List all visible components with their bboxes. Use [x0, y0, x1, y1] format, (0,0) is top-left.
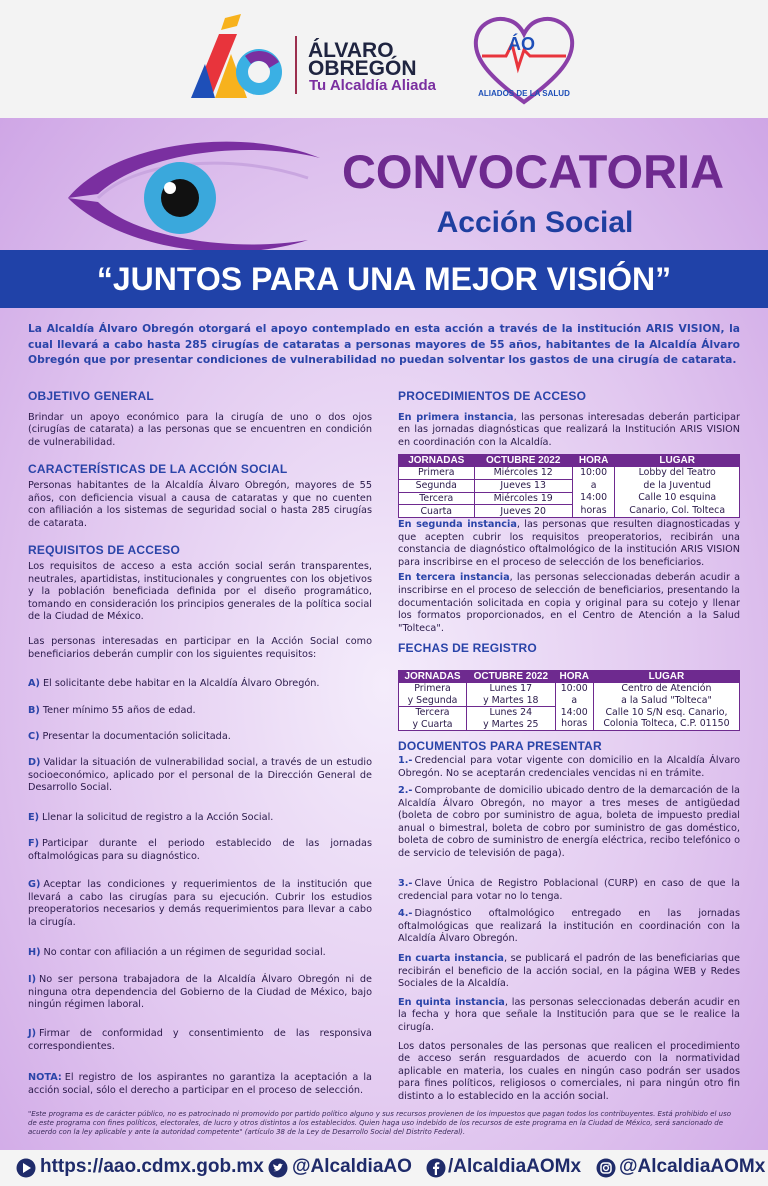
requisito-item	[28, 879, 372, 929]
right-column	[398, 390, 740, 449]
th-hora: HORA	[555, 671, 593, 683]
requisito-item	[28, 731, 372, 744]
primera-label: En primera instancia	[398, 411, 514, 423]
requisito-key: B)	[28, 705, 40, 716]
jornadas-table	[398, 454, 740, 518]
twitter-icon	[268, 1158, 288, 1178]
aliados-de-la-salud-logo	[468, 10, 580, 108]
requisito-item	[28, 838, 372, 863]
requisito-item	[28, 812, 372, 825]
partner-logo-text: ALIADOS DE LA SALUD	[478, 89, 570, 98]
requisitos-intro: Las personas interesadas en participar en la Acción Social como beneficiarios deberán cumplir con los siguientes requisitos:	[28, 635, 372, 660]
quinta-instancia	[398, 997, 740, 1035]
requisito-key: F)	[28, 838, 40, 849]
right-column-mid	[398, 519, 740, 655]
requisito-text: El solicitante debe habitar en la Alcaldía Álvaro Obregón.	[42, 678, 320, 689]
requisito-key: A)	[28, 678, 40, 689]
nota-label: NOTA:	[28, 1072, 62, 1083]
tercera-text: , las personas seleccionadas deberán acudir a inscribirse en el proceso de selección de beneficiarios, presentando la documentación solicitada en copia y original para su cotejo y llenar los formatos proporcionados, en el Centro de Atención a la Salud "Tolteca".	[398, 572, 741, 634]
alcaldia-ao-logo	[185, 14, 285, 100]
th-lugar: LUGAR	[615, 455, 740, 467]
requisito-text: Firmar de conformidad y consentimiento de las responsiva correspondientes.	[28, 1028, 372, 1052]
intro-paragraph: La Alcaldía Álvaro Obregón otorgará el apoyo contemplado en esta acción a través de la institución ARIS VISION, la cual llevará a cabo hasta 285 cirugías de cataratas a personas mayores de 55 años, habitantes de la Alcaldía Álvaro Obregón que por presentar condiciones de vulnerabilidad no puedan solventar los gastos de una cirugía de catarata.	[28, 322, 740, 366]
cuarta-instancia	[398, 953, 740, 991]
legal-disclaimer: "Este programa es de carácter público, no es patrocinado ni promovido por partido político alguno y sus recursos provienen de los impuestos que pagan todos los contribuyentes. Está prohibido el uso de este programa con fines políticos, electorales, de lucro y otros distintos a los establecidos. Quien haga uso indebido de los recursos de este programa en la Ciudad de México, será sancionado de acuerdo con la ley aplicable y ante la autoridad competente" (artículo 38 de la Ley de Desarrollo Social del Distrito Federal).	[28, 1110, 732, 1136]
requisito-key: I)	[28, 974, 37, 985]
requisito-item	[28, 974, 372, 1012]
documentos-section	[398, 740, 740, 753]
facebook-icon	[426, 1158, 446, 1178]
th-hora: HORA	[572, 455, 615, 467]
segunda-label: En segunda instancia	[398, 519, 517, 530]
primera-text: , las personas interesadas deberán participar en las jornadas diagnósticas que realizará la Institución ARIS VISION en coordinación con la Alcaldía.	[398, 411, 741, 448]
page-subtitle: Acción Social	[436, 206, 634, 239]
segunda-instancia	[398, 519, 740, 569]
left-column	[28, 390, 372, 661]
web-icon	[16, 1158, 36, 1178]
documentos-heading: DOCUMENTOS PARA PRESENTAR	[398, 739, 602, 753]
documento-item	[398, 908, 740, 946]
objetivo-heading: OBJETIVO GENERAL	[28, 389, 154, 403]
caracteristicas-heading: CARACTERÍSTICAS DE LA ACCIÓN SOCIAL	[28, 462, 288, 477]
requisito-text: Llenar la solicitud de registro a la Acción Social.	[42, 812, 274, 823]
documento-item	[398, 878, 740, 903]
requisito-item	[28, 705, 372, 718]
th-octubre: OCTUBRE 2022	[474, 455, 572, 467]
requisito-item	[28, 757, 372, 795]
cuarta-label: En cuarta instancia	[398, 953, 504, 964]
fechas-heading: FECHAS DE REGISTRO	[398, 641, 537, 656]
footer-web-link[interactable]: https://aao.cdmx.gob.mx	[40, 1156, 264, 1177]
requisito-key: G)	[28, 879, 41, 890]
documento-text: Comprobante de domicilio ubicado dentro de la demarcación de la Alcaldía Álvaro Obregón, no mayor a tres meses de antigüedad (boleta de cobro por suministro de agua, boleta de impuesto predial anual o bimestral, boleta de cobro por suministro de gas doméstico, boleta de cobro de suministro de energía eléctrica, recibo telefónico o de servicio de televisión de paga).	[398, 785, 740, 859]
requisito-item	[28, 1028, 372, 1053]
requisito-item	[28, 947, 372, 960]
th-lugar: LUGAR	[593, 671, 739, 683]
header-bar	[0, 0, 768, 118]
table-row: Primera y Segunda Lunes 17 y Martes 18 10:00 a 14:00 horas Centro de Atención a la Salud "Tolteca" Calle 10 S/N esq. Canario, Colonia Tolteca, C.P. 01150	[399, 683, 740, 707]
segunda-text: , las personas que resulten diagnosticadas y que acepten cubrir los requisitos preoperatorios, recibirán una constancia de diagnóstico oftalmológico de la institución ARIS VISION para inscribirse en el proceso de selección de los beneficiarios.	[398, 519, 740, 568]
brand-line-1: ÁLVARO	[308, 39, 394, 62]
requisitos-text: Los requisitos de acceso a esta acción social serán transparentes, neutrales, apartidistas, institucionales y congruentes con los objetivos y la población beneficiada definida por el diseño programático, tomando en consideración los principios generales de la política social de la Ciudad de México.	[28, 560, 372, 623]
documento-item	[398, 755, 740, 780]
requisito-text: Participar durante el periodo establecido de las jornadas oftalmológicas para su diagnóstico.	[28, 838, 372, 862]
table-row: Cuarta Jueves 20	[399, 505, 740, 518]
footer-twitter-link[interactable]: @AlcaldiaAO	[292, 1156, 412, 1177]
datos-personales: Los datos personales de las personas que realicen el procedimiento de acceso serán resguardados de acuerdo con la normatividad aplicable en materia, los cuales en ningún caso podrán ser usados para fines políticos, religiosos o comerciales, ni para ningún otro fin distinto a lo establecido en la acción social.	[398, 1040, 740, 1102]
objetivo-text: Brindar un apoyo económico para la cirugía de uno o dos ojos (cirugías de catarata) a las personas que se encuentren en condición de vulnerabilidad.	[28, 411, 372, 448]
requisito-text: Aceptar las condiciones y requerimientos de la institución que llevará a cabo las cirugías para su ejecución. Cubrir los estudios preoperatorios necesarios y demás requerimientos para llevar a cabo la cirugía.	[28, 879, 372, 928]
documento-key: 3.-	[398, 878, 413, 889]
procedimientos-heading: PROCEDIMIENTOS DE ACCESO	[398, 389, 587, 403]
tercera-label: En tercera instancia	[398, 572, 510, 584]
program-banner	[0, 250, 768, 308]
requisito-key: E)	[28, 812, 40, 823]
requisito-text: No contar con afiliación a un régimen de seguridad social.	[43, 947, 326, 958]
program-name: “JUNTOS PARA UNA MEJOR VISIÓN”	[96, 261, 672, 297]
quinta-label: En quinta instancia	[398, 996, 505, 1008]
caracteristicas-text: Personas habitantes de la Alcaldía Álvaro Obregón, mayores de 55 años, con deficiencia visual a causa de cataratas y que no cuenten con afiliación a los sistemas de seguridad social o hasta 285 cirugías de catarata.	[28, 479, 372, 529]
requisito-text: No ser persona trabajadora de la Alcaldía Álvaro Obregón ni de ninguna otra dependencia del Gobierno de la Ciudad de México, bajo ningún régimen laboral.	[28, 974, 372, 1011]
th-octubre: OCTUBRE 2022	[467, 671, 555, 683]
table-row: Tercera Miércoles 19	[399, 492, 740, 505]
documento-item	[398, 785, 740, 861]
table-row: Segunda Jueves 13	[399, 479, 740, 492]
requisito-text: Tener mínimo 55 años de edad.	[42, 705, 196, 716]
requisito-key: D)	[28, 757, 41, 768]
requisito-text: Presentar la documentación solicitada.	[42, 731, 231, 742]
nota-text: El registro de los aspirantes no garantiza la aceptación a la acción social, sólo el derecho a participar en el proceso de selección.	[28, 1072, 372, 1096]
documento-text: Diagnóstico oftalmológico entregado en las jornadas oftalmológicas que realizará la institución en coordinación con la Alcaldía Álvaro Obregón.	[398, 908, 740, 945]
header-divider	[295, 36, 297, 94]
svg-text:ÁO: ÁO	[508, 34, 535, 54]
page-title: CONVOCATORIA	[341, 145, 725, 198]
requisitos-heading: REQUISITOS DE ACCESO	[28, 543, 181, 558]
requisito-key: H)	[28, 947, 41, 958]
tercera-instancia	[398, 572, 740, 635]
cuarta-text: , se publicará el padrón de las beneficiarias que recibirán el beneficio de la acción social, en la página WEB y Redes Sociales de la Alcaldía.	[398, 953, 741, 990]
documento-key: 4.-	[398, 908, 413, 919]
requisito-text: Validar la situación de vulnerabilidad social, a través de un estudio socioeconómico, aplicado por el personal de la Dirección General de Desarrollo Social.	[28, 757, 372, 794]
requisito-item	[28, 678, 372, 691]
th-jornadas: JORNADAS	[399, 455, 475, 467]
eye-illustration	[58, 128, 328, 268]
brand-tagline: Tu Alcaldía Aliada	[309, 77, 436, 94]
brand-line-2: OBREGÓN	[308, 57, 417, 80]
documento-key: 2.-	[398, 785, 413, 796]
documento-key: 1.-	[398, 755, 413, 766]
requisito-key: C)	[28, 731, 40, 742]
footer-instagram-link[interactable]: @AlcaldiaAOMx	[619, 1156, 766, 1177]
primera-instancia	[398, 412, 740, 450]
table-row: Primera Miércoles 12 10:00 a 14:00 horas Lobby del Teatro de la Juventud Calle 10 esquina Canario, Col. Tolteca	[399, 467, 740, 480]
th-jornadas: JORNADAS	[399, 671, 467, 683]
instagram-icon	[596, 1158, 616, 1178]
footer-facebook-link[interactable]: /AlcaldiaAOMx	[448, 1156, 582, 1177]
right-column-bottom	[398, 953, 740, 1104]
registro-table	[398, 670, 740, 731]
documento-text: Clave Única de Registro Poblacional (CURP) en caso de que la credencial para votar no lo tenga.	[398, 878, 740, 902]
quinta-text: , las personas seleccionadas deberán acudir en la fecha y hora que señale la Institución para que se le realice la cirugía.	[398, 996, 741, 1033]
requisito-key: J)	[28, 1028, 37, 1039]
nota	[28, 1072, 372, 1097]
documento-text: Credencial para votar vigente con domicilio en la Alcaldía Álvaro Obregón. No se aceptarán credenciales vencidas ni en trámite.	[398, 755, 740, 779]
table-row: Tercera y Cuarta Lunes 24 y Martes 25	[399, 707, 740, 731]
